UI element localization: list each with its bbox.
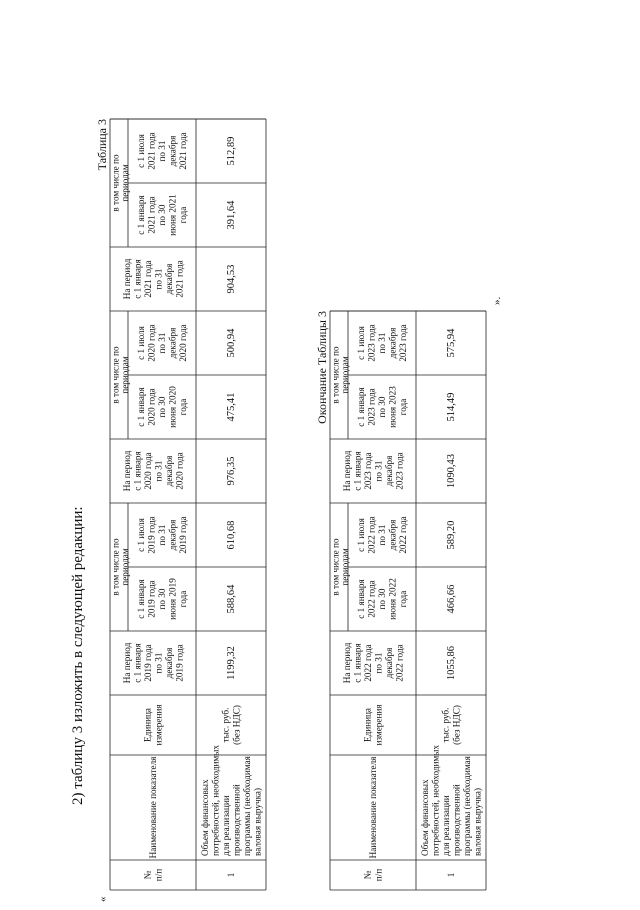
header-year-period: На периодс 1 января2021 годапо 31декабря2021 года [121,258,185,300]
cell-year-value: 1055,86 [446,645,457,681]
cell-half-1-value: 466,66 [446,584,457,614]
cell-year-value: 1090,43 [446,453,457,489]
cell-half-2-value: 575,94 [446,328,457,358]
header-subperiods: в том числе попериодам [110,346,130,404]
header-unit: Единицаизмерения [362,704,384,746]
header-indicator: Наименование показателя [368,756,378,859]
cell-half-2-value: 500,94 [226,328,237,358]
cell-half-2-value: 610,68 [226,520,237,550]
closing-quote: ». [491,296,503,305]
header-half-1: с 1 января2022 годапо 30июня 2022года [356,578,408,620]
header-half-2: с 1 июля2023 годапо 31декабря2023 года [356,324,408,362]
table-3 [95,119,266,902]
header-year-period: На периодс 1 января2022 годапо 31декабря2022 года [341,642,405,684]
cell-half-1-value: 514,49 [446,392,457,422]
header-half-2: с 1 июля2021 годапо 31декабря2021 года [136,132,188,170]
cell-half-1-value: 475,41 [226,392,237,422]
header-unit: Единицаизмерения [142,704,164,746]
header-year-period: На периодс 1 января2023 годапо 31декабря2023 года [341,450,405,492]
rotated-content [70,119,503,902]
cell-unit: тыс. руб.(без НДС) [220,705,242,745]
cell-half-2-value: 589,20 [446,520,457,550]
header-half-1: с 1 января2019 годапо 30июня 2019года [136,578,188,620]
header-indicator: Наименование показателя [148,756,158,859]
header-year-period: На периодс 1 января2020 годапо 31декабря2020 года [121,450,185,492]
header-half-1: с 1 января2021 годапо 30июня 2021года [136,194,188,236]
header-subperiods: в том числе попериодам [110,154,130,212]
header-subperiods: в том числе попериодам [110,538,130,596]
cell-indicator-name: Объем финансовыхпотребностей, необходимыхдля реализациипроизводственнойпрограммы (необходимаяваловая выручка) [199,745,263,856]
header-number: №п/п [142,868,164,882]
cell-year-value: 904,53 [226,264,237,294]
table-caption: Таблица 3 [95,119,109,171]
header-half-2: с 1 июля2019 годапо 31декабря2019 года [136,516,188,554]
table-caption: Окончание Таблицы 3 [315,311,329,424]
header-subperiods: в том числе попериодам [330,538,350,596]
cell-half-1-value: 588,64 [226,584,237,614]
cell-half-2-value: 512,89 [226,136,237,166]
cell-year-value: 1199,32 [226,646,237,680]
opening-quote: « [97,896,109,902]
cell-year-value: 976,35 [226,456,237,486]
cell-row-number: 1 [226,872,236,878]
header-half-1: с 1 января2020 годапо 30июня 2020года [136,386,188,428]
header-half-2: с 1 июля2022 годапо 31декабря2022 года [356,516,408,554]
document-heading: 2) таблицу 3 изложить в следующей редакции: [70,506,86,805]
cell-row-number: 1 [446,872,456,878]
header-number: №п/п [362,868,384,882]
cell-half-1-value: 391,64 [226,200,237,230]
header-subperiods: в том числе попериодам [330,346,350,404]
table-3-continuation [315,297,503,891]
header-half-1: с 1 января2023 годапо 30июня 2023года [356,386,408,428]
header-year-period: На периодс 1 января2019 годапо 31декабря2019 года [121,642,185,684]
cell-unit: тыс. руб.(без НДС) [440,705,462,745]
header-half-2: с 1 июля2020 годапо 31декабря2020 года [136,324,188,362]
cell-indicator-name: Объем финансовыхпотребностей, необходимыхдля реализациипроизводственнойпрограммы (необходимаяваловая выручка) [419,745,483,856]
